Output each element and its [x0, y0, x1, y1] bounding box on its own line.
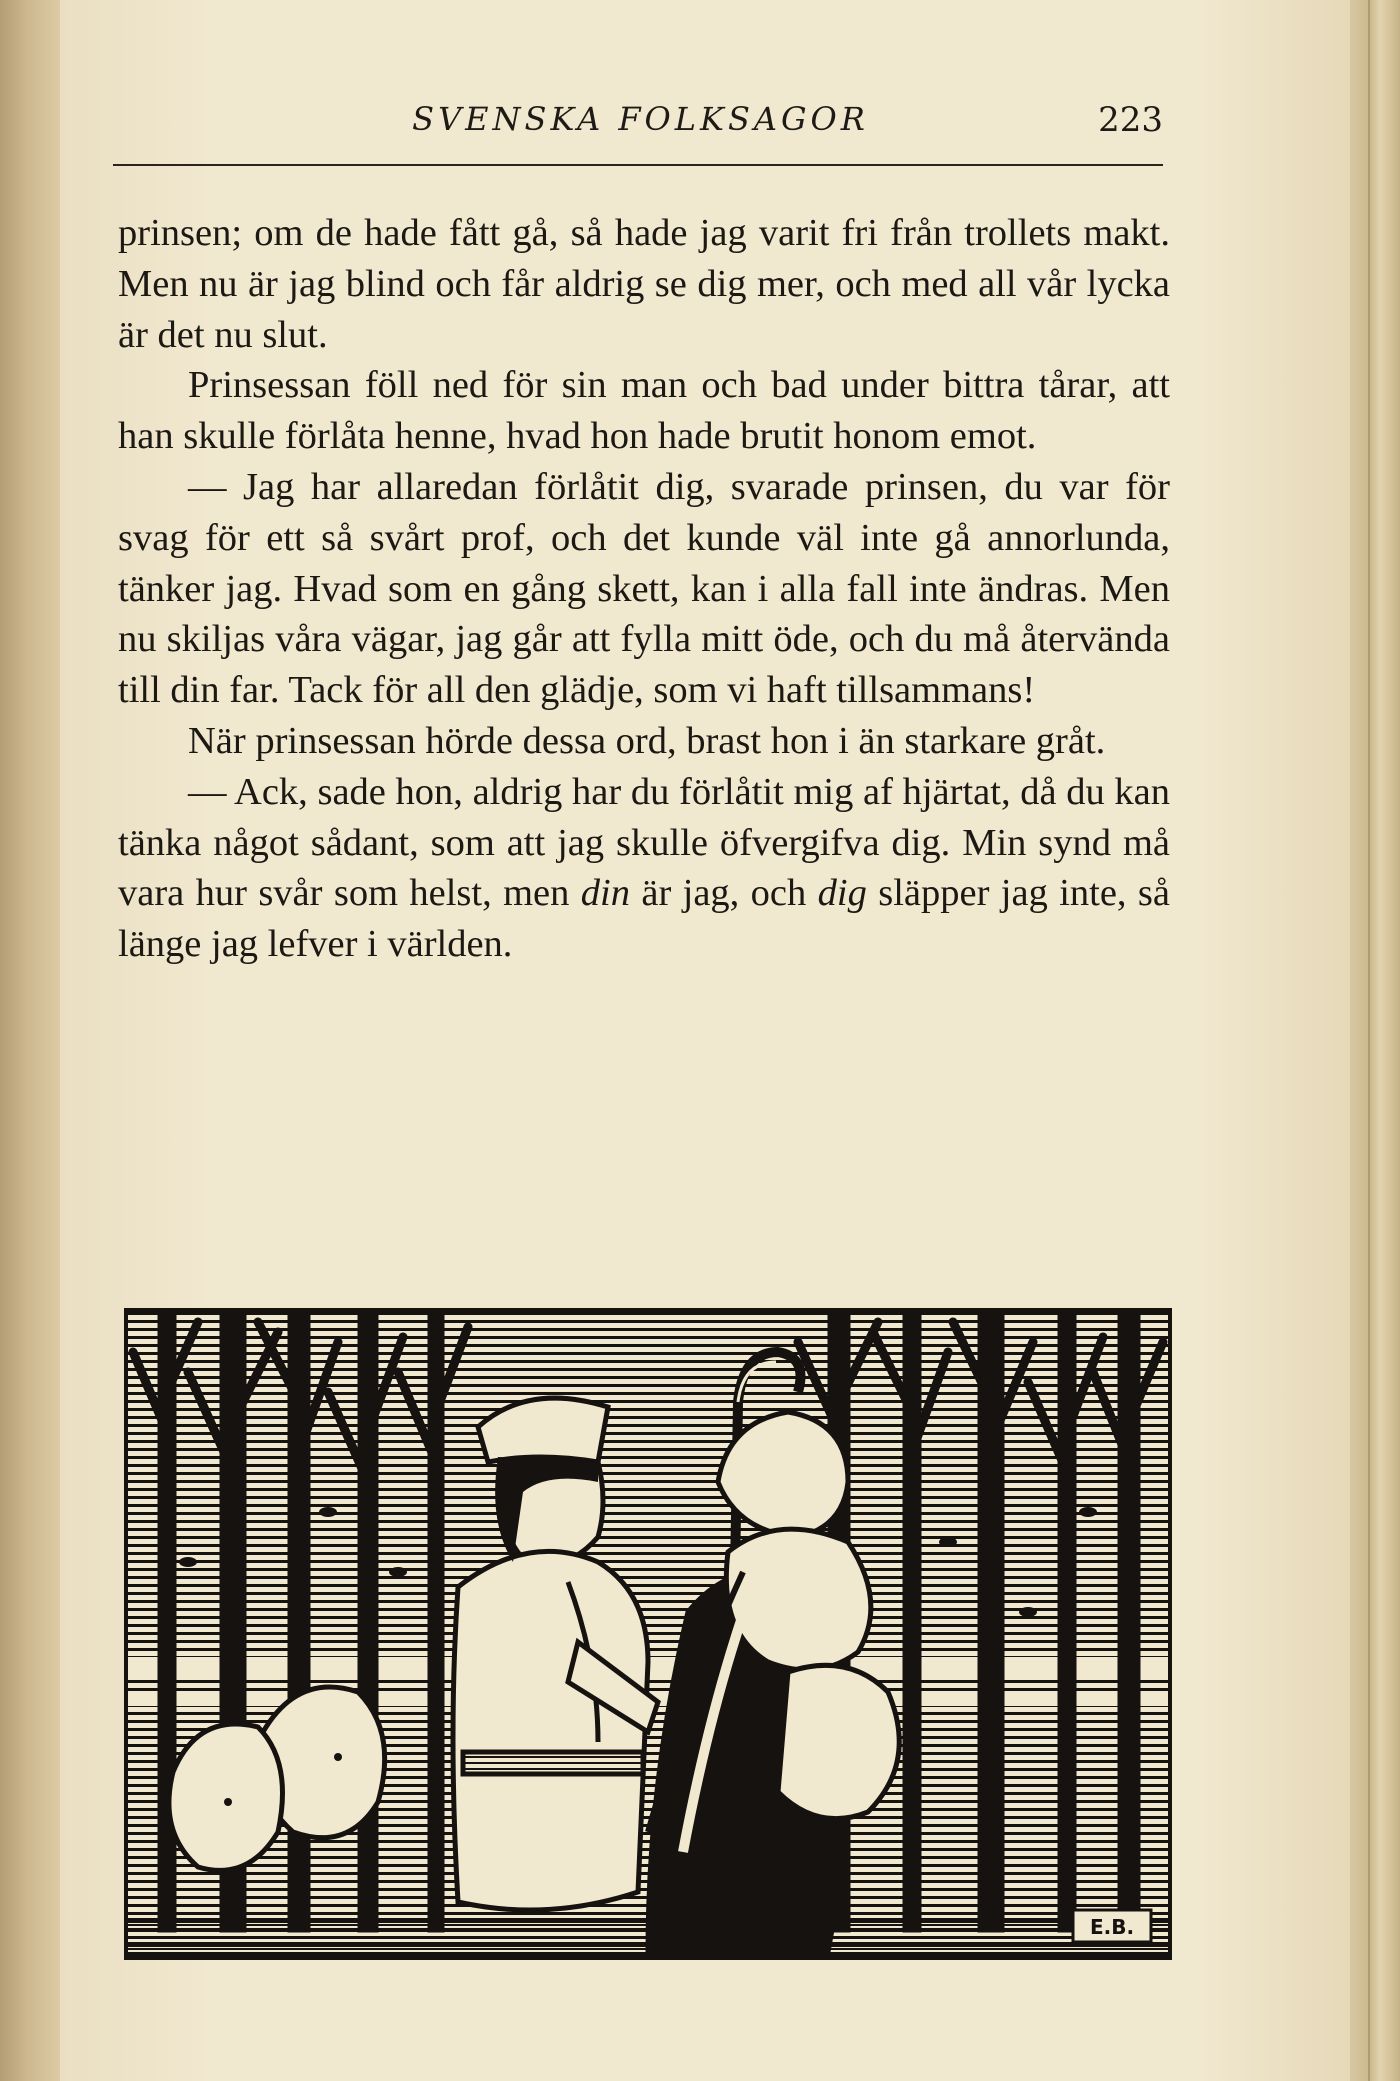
- body-text: [118, 208, 1170, 970]
- emphasis-dig: dig: [817, 872, 867, 915]
- page-number: 223: [1098, 100, 1163, 140]
- woodcut-forest-scene-icon: [128, 1312, 1168, 1956]
- running-head-title: SVENSKA FOLKSAGOR: [412, 100, 869, 138]
- page-edges: [1350, 0, 1400, 2081]
- paragraph-3: — Jag har allaredan förlåtit dig, svarade prinsen, du var för svag för ett så svårt prof, och det kunde väl inte gå annorlunda, tänker jag. Hvad som en gång skett, kan i alla fall inte ändras. Men nu skiljas våra vägar, jag går att fylla mitt öde, och du må återvända till din far. Tack för all den glädje, som vi haft tillsammans!: [118, 465, 1170, 712]
- paragraph-5-part-c: släpper jag inte, så länge jag lefver i världen.: [118, 872, 1171, 966]
- paragraph-1: prinsen; om de hade fått gå, så hade jag varit fri från trollets makt. Men nu är jag blind och får aldrig se dig mer, och med all vår lycka är det nu slut.: [118, 212, 1170, 356]
- illustration-signature: E.B.: [1089, 1915, 1135, 1939]
- running-head: [118, 100, 1163, 150]
- paragraph-2: Prinsessan föll ned för sin man och bad under bittra tårar, att han skulle förlåta henne, hvad hon hade brutit honom emot.: [118, 364, 1170, 458]
- emphasis-din: din: [580, 872, 630, 915]
- header-rule: [113, 164, 1163, 166]
- paragraph-4: När prinsessan hörde dessa ord, brast hon i än starkare gråt.: [188, 719, 1106, 762]
- paragraph-5-part-b: är jag, och: [629, 872, 818, 915]
- paragraph-5: [118, 767, 1170, 970]
- book-spine-shadow: [0, 0, 60, 2081]
- woodcut-illustration: [124, 1308, 1172, 1960]
- paragraph-5-part-a: — Ack, sade hon, aldrig har du förlåtit mig af hjärtat, då du kan tänka något sådant, som att jag skulle öfvergifva dig. Min synd må vara hur svår som helst, men: [118, 770, 1170, 915]
